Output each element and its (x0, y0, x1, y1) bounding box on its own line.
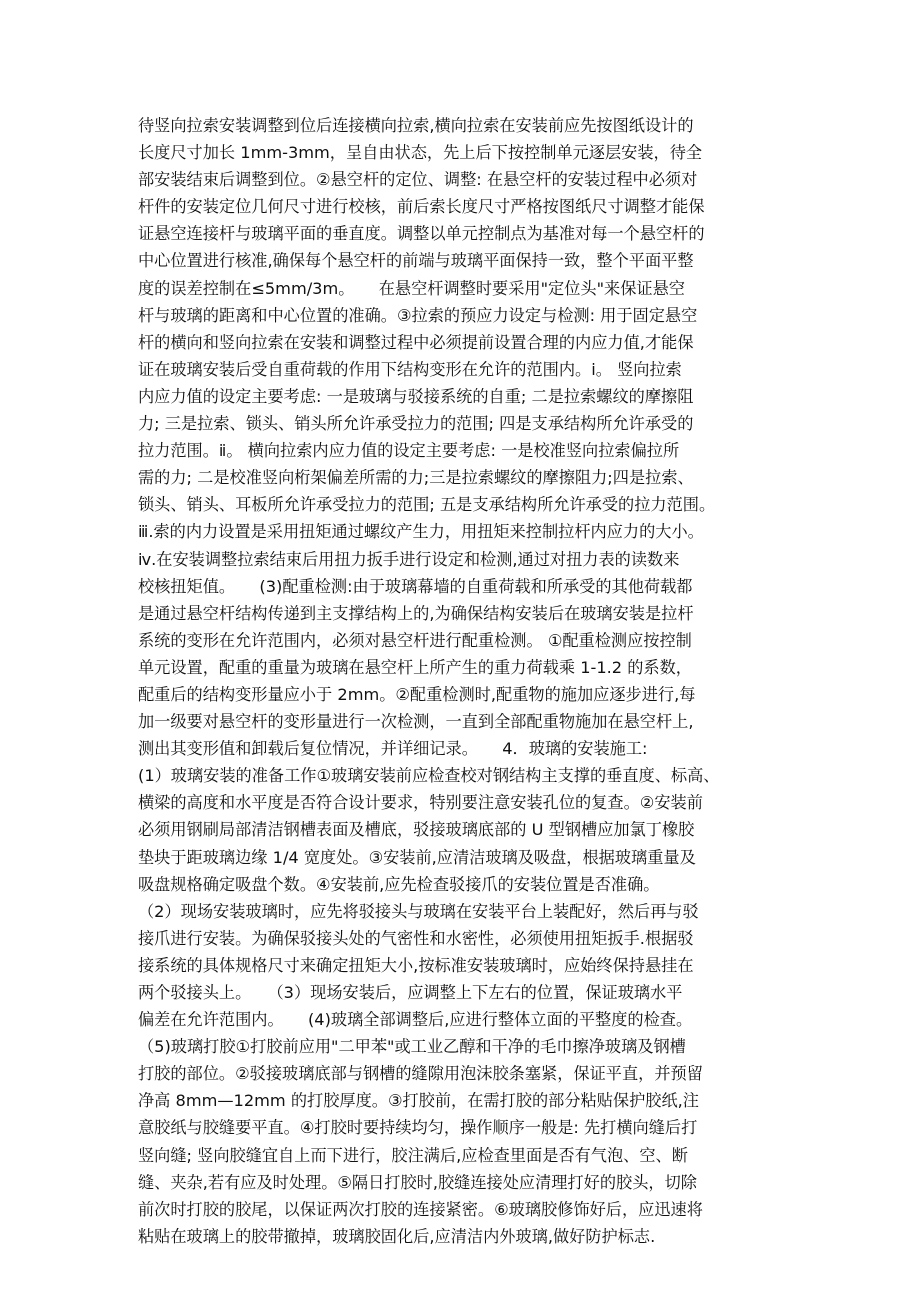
text-line: 两个驳接头上。 （3）现场安装后，应调整上下左右的位置，保证玻璃水平 (138, 983, 683, 1002)
text-line: 杆件的安装定位几何尺寸进行校核，前后索长度尺寸严格按图纸尺寸调整才能保 (138, 197, 705, 217)
text-line: （2）现场安装玻璃时，应先将驳接头与玻璃在安装平台上装配好，然后再与驳 (138, 901, 699, 921)
text-line: 中心位置进行核准,确保每个悬空杆的前端与玻璃平面保持一致，整个平面平整 (138, 251, 694, 271)
text-line: 前次时打胶的胶尾，以保证两次打胶的连接紧密。⑥玻璃胶修饰好后，应迅速将 (138, 1199, 703, 1219)
text-line: 接爪进行安装。为确保驳接头处的气密性和水密性，必须使用扭矩扳手.根据驳 (138, 928, 694, 948)
text-line: 吸盘规格确定吸盘个数。④安装前,应先检查驳接爪的安装位置是否准确。 (138, 874, 660, 894)
body-text (138, 112, 783, 1250)
text-line: 系统的变形在允许范围内，必须对悬空杆进行配重检测。 ①配重检测应按控制 (138, 630, 692, 650)
text-line: 接系统的具体规格尺寸来确定扭矩大小,按标准安装玻璃时，应始终保持悬挂在 (138, 955, 694, 975)
text-line: 竖向缝; 竖向胶缝宜自上而下进行，胶注满后,应检查里面是否有气泡、空、断 (138, 1145, 688, 1165)
text-line: 长度尺寸加长 1mm-3mm，呈自由状态，先上后下按控制单元逐层安装，待全 (138, 143, 703, 163)
text-line: 净高 8mm—12mm 的打胶厚度。③打胶前，在需打胶的部分粘贴保护胶纸,注 (138, 1091, 699, 1111)
text-line: 意胶纸与胶缝要平直。④打胶时要持续均匀，操作顺序一般是: 先打横向缝后打 (138, 1118, 698, 1138)
text-line: 粘贴在玻璃上的胶带撤掉，玻璃胶固化后,应清洁内外玻璃,做好防护标志. (138, 1226, 656, 1246)
text-line: 单元设置，配重的重量为玻璃在悬空杆上所产生的重力荷载乘 1-1.2 的系数， (138, 657, 692, 677)
text-line: 锁头、销头、耳板所允许承受拉力的范围; 五是支承结构所允许承受的拉力范围。 (138, 495, 716, 515)
text-line: 杆与玻璃的距离和中心位置的准确。③拉索的预应力设定与检测: 用于固定悬空 (138, 305, 698, 325)
text-line: ⅳ.在安装调整拉索结束后用扭力扳手进行设定和检测,通过对扭力表的读数来 (138, 549, 680, 569)
text-line: 证悬空连接杆与玻璃平面的垂直度。调整以单元控制点为基准对每一个悬空杆的 (138, 224, 705, 244)
text-line: 校核扭矩值。 (3)配重检测:由于玻璃幕墙的自重荷载和所承受的其他荷载都 (138, 576, 693, 596)
text-line: 待竖向拉索安装调整到位后连接横向拉索,横向拉索在安装前应先按图纸设计的 (138, 116, 694, 135)
text-line: 偏差在允许范围内。 (4)玻璃全部调整后,应进行整体立面的平整度的检查。 (138, 1010, 693, 1030)
text-line: 必须用钢刷局部清洁钢槽表面及槽底，驳接玻璃底部的 U 型钢槽应加氯丁橡胶 (138, 820, 695, 840)
text-line: 加一级要对悬空杆的变形量进行一次检测，一直到全部配重物施加在悬空杆上, (138, 712, 694, 732)
text-line: ⅲ.索的内力设置是采用扭矩通过螺纹产生力，用扭矩来控制拉杆内应力的大小。 (138, 522, 704, 542)
text-line: 缝、夹杂,若有应及时处理。⑤隔日打胶时,胶缝连接处应清理打好的胶头，切除 (138, 1172, 697, 1192)
text-line: 横梁的高度和水平度是否符合设计要求，特别要注意安装孔位的复查。②安装前 (138, 793, 703, 813)
text-line: 杆的横向和竖向拉索在安装和调整过程中必须提前设置合理的内应力值,才能保 (138, 332, 694, 352)
text-line: 度的误差控制在≤5mm/3m。 在悬空杆调整时要采用"定位头"来保证悬空 (138, 278, 685, 298)
text-line: 打胶的部位。②驳接玻璃底部与钢槽的缝隙用泡沫胶条塞紧，保证平直，并预留 (138, 1064, 703, 1084)
text-line: 拉力范围。ⅱ。 横向拉索内应力值的设定主要考虑: 一是校准竖向拉索偏拉所 (138, 441, 680, 461)
text-line: 证在玻璃安装后受自重荷载的作用下结构变形在允许的范围内。ⅰ。 竖向拉索 (138, 359, 682, 379)
text-line: 垫块于距玻璃边缘 1/4 宽度处。③安装前,应清洁玻璃及吸盘，根据玻璃重量及 (138, 847, 696, 867)
text-line: 需的力; 二是校准竖向桁架偏差所需的力;三是拉索螺纹的摩擦阻力;四是拉索、 (138, 468, 694, 488)
text-line: （5)玻璃打胶①打胶前应用"二甲苯"或工业乙醇和干净的毛巾擦净玻璃及钢槽 (138, 1037, 686, 1057)
text-line: 部安装结束后调整到位。②悬空杆的定位、调整: 在悬空杆的安装过程中必须对 (138, 170, 698, 190)
text-line: 配重后的结构变形量应小于 2mm。②配重检测时,配重物的施加应逐步进行,每 (138, 684, 696, 704)
text-line: 力; 三是拉索、锁头、销头所允许承受拉力的范围; 四是支承结构所允许承受的 (138, 414, 694, 434)
text-line: 是通过悬空杆结构传递到主支撑结构上的,为确保结构安装后在玻璃安装是拉杆 (138, 603, 694, 623)
text-line: (1）玻璃安装的准备工作①玻璃安装前应检查校对钢结构主支撑的垂直度、标高、 (138, 766, 720, 786)
text-line: 内应力值的设定主要考虑: 一是玻璃与驳接系统的自重; 二是拉索螺纹的摩擦阻 (138, 386, 694, 406)
text-line: 测出其变形值和卸载后复位情况，并详细记录。 4．玻璃的安装施工: (138, 739, 648, 759)
